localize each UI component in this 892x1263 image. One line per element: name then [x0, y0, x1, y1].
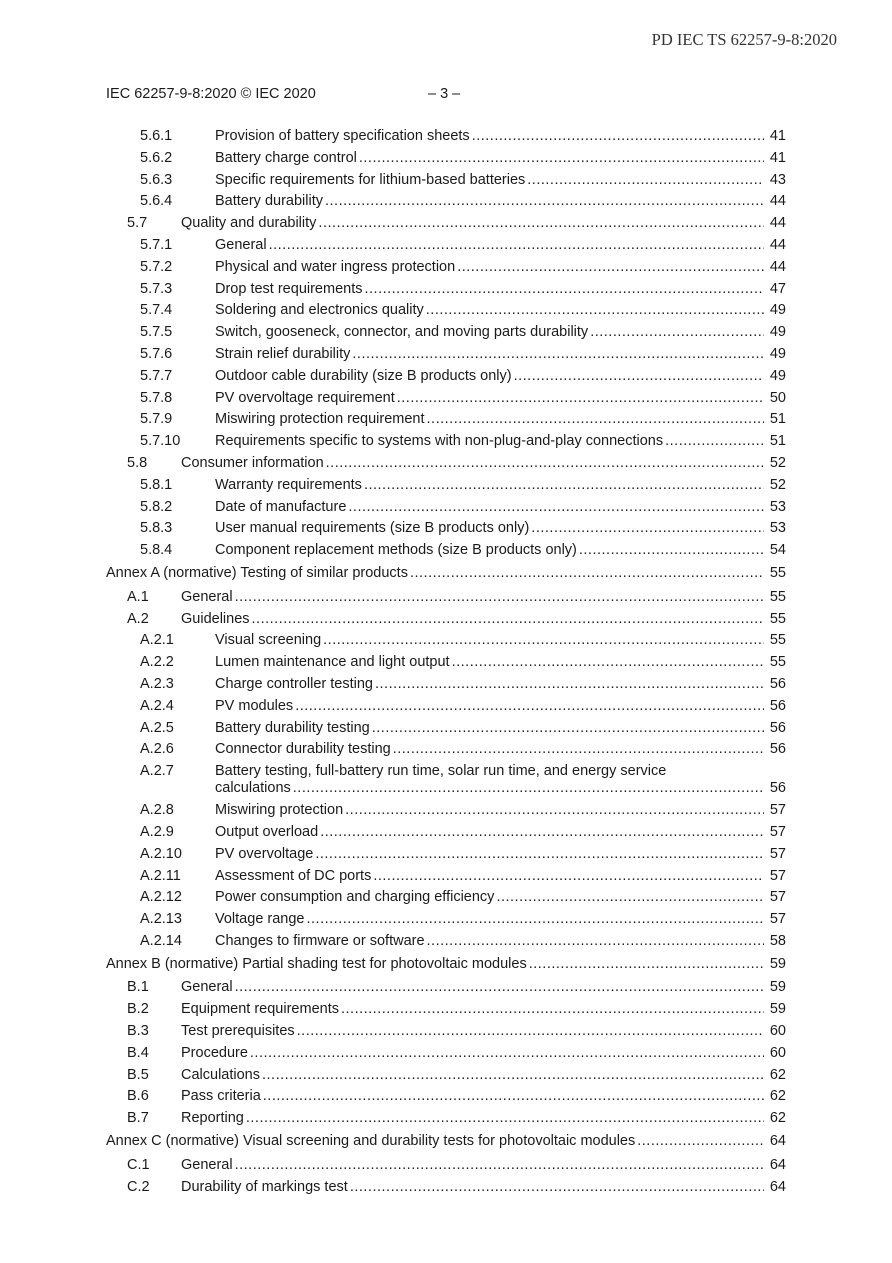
toc-entry-page: 44: [769, 215, 786, 232]
toc-entry-title: Charge controller testing: [215, 675, 373, 692]
toc-entry-title: Miswiring protection: [215, 802, 344, 819]
dot-leader: [359, 148, 764, 170]
toc-entry-page: 55: [769, 564, 786, 581]
toc-entry-number: B.5: [127, 1066, 149, 1083]
toc-entry[interactable]: [0, 800, 892, 822]
toc-entry[interactable]: [0, 609, 892, 631]
toc-entry-number: 5.8.1: [140, 476, 173, 493]
toc-entry-number: A.1: [127, 588, 149, 605]
dot-leader: [318, 213, 764, 235]
toc-entry[interactable]: [0, 148, 892, 170]
toc-entry-title: Provision of battery specification sheets: [215, 128, 470, 144]
toc-entry-title-line: [215, 409, 764, 431]
toc-entry-page: 51: [769, 411, 786, 428]
toc-entry-number: A.2.8: [140, 802, 174, 819]
toc-entry-title-line: [181, 587, 764, 609]
toc-entry-title-line: [181, 1086, 764, 1108]
toc-entry-number: A.2.1: [140, 632, 174, 649]
dot-leader: [472, 126, 764, 148]
toc-entry-title-line: [215, 322, 764, 344]
dot-leader: [263, 1086, 764, 1108]
dot-leader: [457, 257, 764, 279]
toc-entry-page: 54: [769, 542, 786, 559]
toc-entry[interactable]: [0, 235, 892, 257]
toc-entry-number: A.2.14: [140, 932, 182, 949]
toc-entry-title-continuation: calculations: [215, 780, 291, 797]
dot-leader: [427, 409, 764, 431]
toc-entry[interactable]: [0, 540, 892, 562]
toc-entry-number: C.1: [127, 1156, 150, 1173]
toc-entry[interactable]: [0, 279, 892, 301]
toc-entry[interactable]: [0, 191, 892, 213]
toc-entry-page: 59: [769, 955, 786, 972]
toc-entry[interactable]: [0, 630, 892, 652]
dot-leader: [364, 475, 764, 497]
toc-entry-title: Connector durability testing: [215, 741, 391, 758]
toc-entry-title: Procedure: [181, 1044, 248, 1061]
toc-entry-title: Changes to firmware or software: [215, 932, 425, 949]
toc-entry-title: Annex B (normative) Partial shading test for photovoltaic modules: [106, 955, 527, 972]
dot-leader: [397, 388, 764, 410]
toc-entry-title-line: [215, 718, 764, 740]
toc-entry-title: Consumer information: [181, 454, 324, 471]
dot-leader: [375, 674, 764, 696]
toc-entry-page: 51: [769, 433, 786, 450]
toc-entry-number: B.6: [127, 1088, 149, 1105]
toc-entry-page: 57: [769, 845, 786, 862]
toc-entry-number: A.2.7: [140, 763, 174, 780]
dot-leader: [427, 931, 764, 953]
toc-entry-title-line: [215, 887, 764, 909]
toc-entry-number: 5.7.4: [140, 302, 173, 319]
dot-leader: [326, 453, 764, 475]
toc-entry[interactable]: [0, 1021, 892, 1043]
toc-entry-number: A.2.6: [140, 741, 174, 758]
dot-leader: [252, 609, 764, 631]
toc-entry-page: 57: [769, 802, 786, 819]
toc-entry-title-line: [215, 170, 764, 192]
dot-leader: [297, 1021, 764, 1043]
toc-entry[interactable]: [0, 1155, 892, 1177]
toc-entry-title-line: [215, 696, 764, 718]
toc-entry-number: 5.7.2: [140, 258, 173, 275]
running-header-title: IEC 62257-9-8:2020 © IEC 2020: [106, 86, 316, 102]
toc-entry-title: Test prerequisites: [181, 1023, 295, 1040]
toc-entry-title: Output overload: [215, 823, 319, 840]
toc-entry-title: Calculations: [181, 1066, 260, 1083]
dot-leader: [426, 300, 764, 322]
dot-leader: [341, 999, 764, 1021]
toc-entry-title: Requirements specific to systems with non-plug-and-play connections: [215, 433, 664, 450]
toc-entry-title: Annex C (normative) Visual screening and durability tests for photovoltaic modules: [106, 1133, 636, 1150]
toc-entry-page: 59: [769, 1001, 786, 1018]
toc-entry[interactable]: [0, 388, 892, 410]
toc-entry-page: 50: [769, 389, 786, 406]
dot-leader: [315, 844, 764, 866]
toc-entry[interactable]: [0, 366, 892, 388]
toc-entry-number: 5.6.1: [140, 128, 173, 144]
toc-entry[interactable]: [0, 1086, 892, 1108]
dot-leader: [514, 366, 764, 388]
toc-entry-page: 56: [769, 780, 786, 797]
toc-entry-title-line: [215, 388, 764, 410]
toc-entry-number: 5.7.1: [140, 236, 173, 253]
toc-entry-title: Equipment requirements: [181, 1001, 339, 1018]
toc-entry-title-line: [215, 431, 764, 453]
toc-entry-title: Physical and water ingress protection: [215, 258, 456, 275]
toc-entry-title: Battery durability testing: [215, 719, 370, 736]
toc-entry-title-line: [215, 540, 764, 562]
dot-leader: [529, 954, 764, 976]
toc-entry-page: 58: [769, 932, 786, 949]
dot-leader: [235, 587, 764, 609]
toc-entry-title-line: [215, 866, 764, 888]
dot-leader: [393, 739, 764, 761]
toc-entry[interactable]: [0, 1043, 892, 1065]
toc-entry[interactable]: [0, 954, 892, 976]
toc-entry-title-line: [215, 630, 764, 652]
toc-entry-title: General: [181, 1156, 233, 1173]
toc-entry[interactable]: [0, 674, 892, 696]
toc-entry-number: A.2.12: [140, 889, 182, 906]
toc-entry-title: Component replacement methods (size B products only): [215, 542, 577, 559]
dot-leader: [262, 1065, 764, 1087]
toc-entry-page: 64: [769, 1133, 786, 1150]
toc-entry[interactable]: [0, 1177, 892, 1199]
toc-entry[interactable]: [0, 696, 892, 718]
toc-entry-page: 44: [769, 193, 786, 210]
toc-entry-title-line: [215, 148, 764, 170]
toc-entry-title-line: [215, 279, 764, 301]
toc-entry[interactable]: [0, 718, 892, 740]
toc-entry-number: 5.8: [127, 454, 148, 471]
toc-entry[interactable]: [0, 739, 892, 761]
toc-entry-number: A.2.10: [140, 845, 182, 862]
toc-entry[interactable]: [0, 518, 892, 540]
toc-entry-title: Drop test requirements: [215, 280, 363, 297]
toc-entry-page: 64: [769, 1178, 786, 1195]
dot-leader: [527, 170, 764, 192]
toc-entry-number: A.2.5: [140, 719, 174, 736]
toc-entry-title: Pass criteria: [181, 1088, 261, 1105]
toc-entry[interactable]: [0, 453, 892, 475]
toc-entry-title-line: [181, 609, 764, 631]
toc-entry-page: 53: [769, 520, 786, 537]
toc-entry-title-line: [215, 191, 764, 213]
toc-entry-title-line: [215, 257, 764, 279]
toc-entry-title-line: [106, 563, 764, 585]
dot-leader: [364, 279, 764, 301]
toc-entry-title: PV overvoltage: [215, 845, 314, 862]
toc-entry[interactable]: [0, 170, 892, 192]
dot-leader: [496, 887, 764, 909]
toc-entry-title-line: [215, 931, 764, 953]
toc-entry-page: 57: [769, 889, 786, 906]
toc-entry-page: 62: [769, 1066, 786, 1083]
toc-entry-title-line: [215, 739, 764, 761]
toc-entry-page: 64: [769, 1156, 786, 1173]
toc-entry-number: B.1: [127, 979, 149, 996]
toc-entry[interactable]: [0, 431, 892, 453]
dot-leader: [307, 909, 765, 931]
dot-leader: [348, 497, 764, 519]
toc-entry-title-line: [215, 300, 764, 322]
toc-entry-number: A.2.11: [140, 867, 181, 884]
toc-entry-title: Power consumption and charging efficiency: [215, 889, 495, 906]
toc-entry-title: Strain relief durability: [215, 345, 351, 362]
toc-entry-title: Outdoor cable durability (size B products only): [215, 367, 512, 384]
toc-entry-page: 59: [769, 979, 786, 996]
toc-entry-title: Quality and durability: [181, 215, 317, 232]
toc-entry-page: 60: [769, 1044, 786, 1061]
toc-entry-page: 57: [769, 867, 786, 884]
toc-entry-number: 5.7: [127, 215, 148, 232]
toc-entry-number: 5.7.8: [140, 389, 173, 406]
document-id: PD IEC TS 62257-9-8:2020: [651, 30, 837, 49]
toc-entry-title: Soldering and electronics quality: [215, 302, 424, 319]
toc-entry[interactable]: [0, 844, 892, 866]
toc-entry-page: 41: [769, 128, 786, 144]
toc-entry[interactable]: [0, 999, 892, 1021]
toc-entry-number: A.2.9: [140, 823, 174, 840]
toc-entry-number: B.7: [127, 1110, 149, 1127]
dot-leader: [250, 1043, 764, 1065]
toc-entry[interactable]: [0, 1065, 892, 1087]
toc-entry-title: Miswiring protection requirement: [215, 411, 425, 428]
toc-entry-number: A.2: [127, 610, 149, 627]
toc-entry-page: 56: [769, 741, 786, 758]
toc-entry-title: Assessment of DC ports: [215, 867, 372, 884]
toc-entry-title-line: [181, 1043, 764, 1065]
toc-entry-title-line: [215, 652, 764, 674]
toc-entry-title-line: [215, 800, 764, 822]
dot-leader: [323, 630, 764, 652]
toc-entry-page: 56: [769, 675, 786, 692]
toc-entry-title: General: [181, 979, 233, 996]
toc-entry-title-line: [215, 344, 764, 366]
toc-entry-page: 56: [769, 719, 786, 736]
toc-entry-number: C.2: [127, 1178, 150, 1195]
toc-entry-title-line: [181, 977, 764, 999]
toc-entry[interactable]: [0, 587, 892, 609]
toc-entry-number: 5.6.4: [140, 193, 173, 210]
toc-entry-number: B.3: [127, 1023, 149, 1040]
toc-entry-title: Specific requirements for lithium-based batteries: [215, 171, 526, 188]
toc-entry-title-line: [215, 518, 764, 540]
toc-entry[interactable]: [0, 563, 892, 585]
toc-entry-title-line: [215, 674, 764, 696]
toc-entry-title: Battery testing, full-battery run time, solar run time, and energy service: [215, 763, 667, 780]
toc-entry-title: Voltage range: [215, 911, 305, 928]
toc-entry-title-line: [215, 844, 764, 866]
dot-leader: [531, 518, 764, 540]
dot-leader: [295, 696, 764, 718]
toc-entry-title: General: [215, 236, 267, 253]
dot-leader: [637, 1131, 764, 1153]
toc-entry[interactable]: [0, 909, 892, 931]
dot-leader: [235, 977, 764, 999]
toc-entry-page: 52: [769, 476, 786, 493]
dot-leader: [235, 1155, 764, 1177]
toc-entry-page: 49: [769, 302, 786, 319]
toc-entry-title-line: [106, 954, 764, 976]
toc-entry-title-line: [215, 366, 764, 388]
toc-entry[interactable]: [0, 977, 892, 999]
dot-leader: [320, 822, 764, 844]
toc-entry-page: 49: [769, 367, 786, 384]
dot-leader: [325, 191, 764, 213]
toc-entry-page: 55: [769, 610, 786, 627]
toc-entry-number: 5.7.9: [140, 411, 173, 428]
dot-leader: [373, 866, 764, 888]
toc-entry-number: B.4: [127, 1044, 149, 1061]
toc-entry-page: 55: [769, 654, 786, 671]
toc-entry-title-line: [181, 453, 764, 475]
toc-entry-title: PV overvoltage requirement: [215, 389, 395, 406]
toc-entry[interactable]: [0, 300, 892, 322]
toc-entry-title: General: [181, 588, 233, 605]
toc-entry-page: 47: [769, 280, 786, 297]
toc-entry-title: PV modules: [215, 697, 294, 714]
toc-entry[interactable]: [0, 344, 892, 366]
toc-entry-page: 60: [769, 1023, 786, 1040]
toc-entry-title-line: [215, 822, 764, 844]
dot-leader: [372, 718, 764, 740]
toc-entry[interactable]: [0, 497, 892, 519]
toc-entry-title-line: [181, 1021, 764, 1043]
toc-entry[interactable]: [0, 409, 892, 431]
toc-entry-number: A.2.2: [140, 654, 174, 671]
toc-entry[interactable]: [0, 652, 892, 674]
toc-entry[interactable]: [0, 931, 892, 953]
page-number: – 3 –: [428, 86, 461, 102]
toc-entry-title: Battery durability: [215, 193, 323, 210]
toc-entry-number: 5.8.3: [140, 520, 173, 537]
toc-entry-page: 44: [769, 236, 786, 253]
toc-entry-page: 49: [769, 345, 786, 362]
toc-entry[interactable]: [0, 126, 892, 148]
toc-entry-number: 5.8.4: [140, 542, 173, 559]
dot-leader: [452, 652, 764, 674]
dot-leader: [293, 778, 764, 799]
toc-entry-title: Switch, gooseneck, connector, and moving parts durability: [215, 324, 589, 341]
toc-entry-page: 57: [769, 823, 786, 840]
toc-entry-page: 57: [769, 911, 786, 928]
toc-entry-number: 5.7.7: [140, 367, 173, 384]
toc-entry-page: 62: [769, 1088, 786, 1105]
toc-entry-title: Battery charge control: [215, 149, 357, 166]
toc-entry-title-line: [181, 999, 764, 1021]
dot-leader: [665, 431, 764, 453]
toc-entry[interactable]: [0, 887, 892, 909]
dot-leader: [345, 800, 764, 822]
toc-entry-number: 5.7.3: [140, 280, 173, 297]
toc-entry-title: Visual screening: [215, 632, 322, 649]
toc-entry-number: 5.8.2: [140, 498, 173, 515]
toc-entry-number: 5.7.5: [140, 324, 173, 341]
toc-entry[interactable]: [0, 822, 892, 844]
toc-entry-title: Lumen maintenance and light output: [215, 654, 450, 671]
toc-entry-number: A.2.3: [140, 675, 174, 692]
toc-entry-number: A.2.13: [140, 911, 182, 928]
toc-entry-title-line: [181, 1177, 764, 1199]
toc-entry-page: 41: [769, 149, 786, 166]
toc-entry-page: 55: [769, 588, 786, 605]
dot-leader: [579, 540, 764, 562]
toc-entry-title: Guidelines: [181, 610, 250, 627]
toc-entry[interactable]: [0, 866, 892, 888]
toc-entry-title: Reporting: [181, 1110, 244, 1127]
toc-entry-number: 5.6.2: [140, 149, 173, 166]
toc-entry[interactable]: [0, 322, 892, 344]
toc-entry-page: 53: [769, 498, 786, 515]
dot-leader: [269, 235, 764, 257]
toc-entry[interactable]: [0, 1108, 892, 1130]
toc-entry-number: A.2.4: [140, 697, 174, 714]
table-of-contents: [0, 126, 892, 1198]
toc-entry-title-line: [181, 1108, 764, 1130]
toc-entry-title-line: [106, 1131, 764, 1153]
toc-entry-title-line: [215, 475, 764, 497]
toc-entry-title-line: [215, 235, 764, 257]
toc-entry[interactable]: [0, 761, 892, 800]
toc-entry-page: 49: [769, 324, 786, 341]
toc-entry-page: 62: [769, 1110, 786, 1127]
toc-entry-title-line: [181, 213, 764, 235]
toc-entry-title: User manual requirements (size B products only): [215, 520, 530, 537]
toc-entry-title: Durability of markings test: [181, 1178, 348, 1195]
toc-entry-number: 5.7.10: [140, 433, 181, 450]
toc-entry-number: B.2: [127, 1001, 149, 1018]
toc-entry-page: 44: [769, 258, 786, 275]
dot-leader: [352, 344, 764, 366]
toc-entry-title: Date of manufacture: [215, 498, 347, 515]
toc-entry[interactable]: [0, 1131, 892, 1153]
dot-leader: [246, 1108, 764, 1130]
toc-entry-page: 43: [769, 171, 786, 188]
toc-entry[interactable]: [0, 475, 892, 497]
toc-entry-title: Warranty requirements: [215, 476, 362, 493]
toc-entry-title-line: [215, 909, 764, 931]
toc-entry-title-line: [215, 126, 764, 148]
toc-entry-title-line: [215, 497, 764, 519]
toc-entry-number: 5.6.3: [140, 171, 173, 188]
dot-leader: [590, 322, 764, 344]
toc-entry-title-line: [181, 1155, 764, 1177]
toc-entry[interactable]: [0, 257, 892, 279]
toc-entry-number: 5.7.6: [140, 345, 173, 362]
dot-leader: [350, 1177, 764, 1199]
dot-leader: [410, 563, 764, 585]
toc-entry[interactable]: [0, 213, 892, 235]
toc-entry-page: 52: [769, 454, 786, 471]
toc-entry-page: 56: [769, 697, 786, 714]
toc-entry-page: 55: [769, 632, 786, 649]
toc-entry-title-line: [181, 1065, 764, 1087]
toc-entry-title: Annex A (normative) Testing of similar products: [106, 564, 408, 581]
